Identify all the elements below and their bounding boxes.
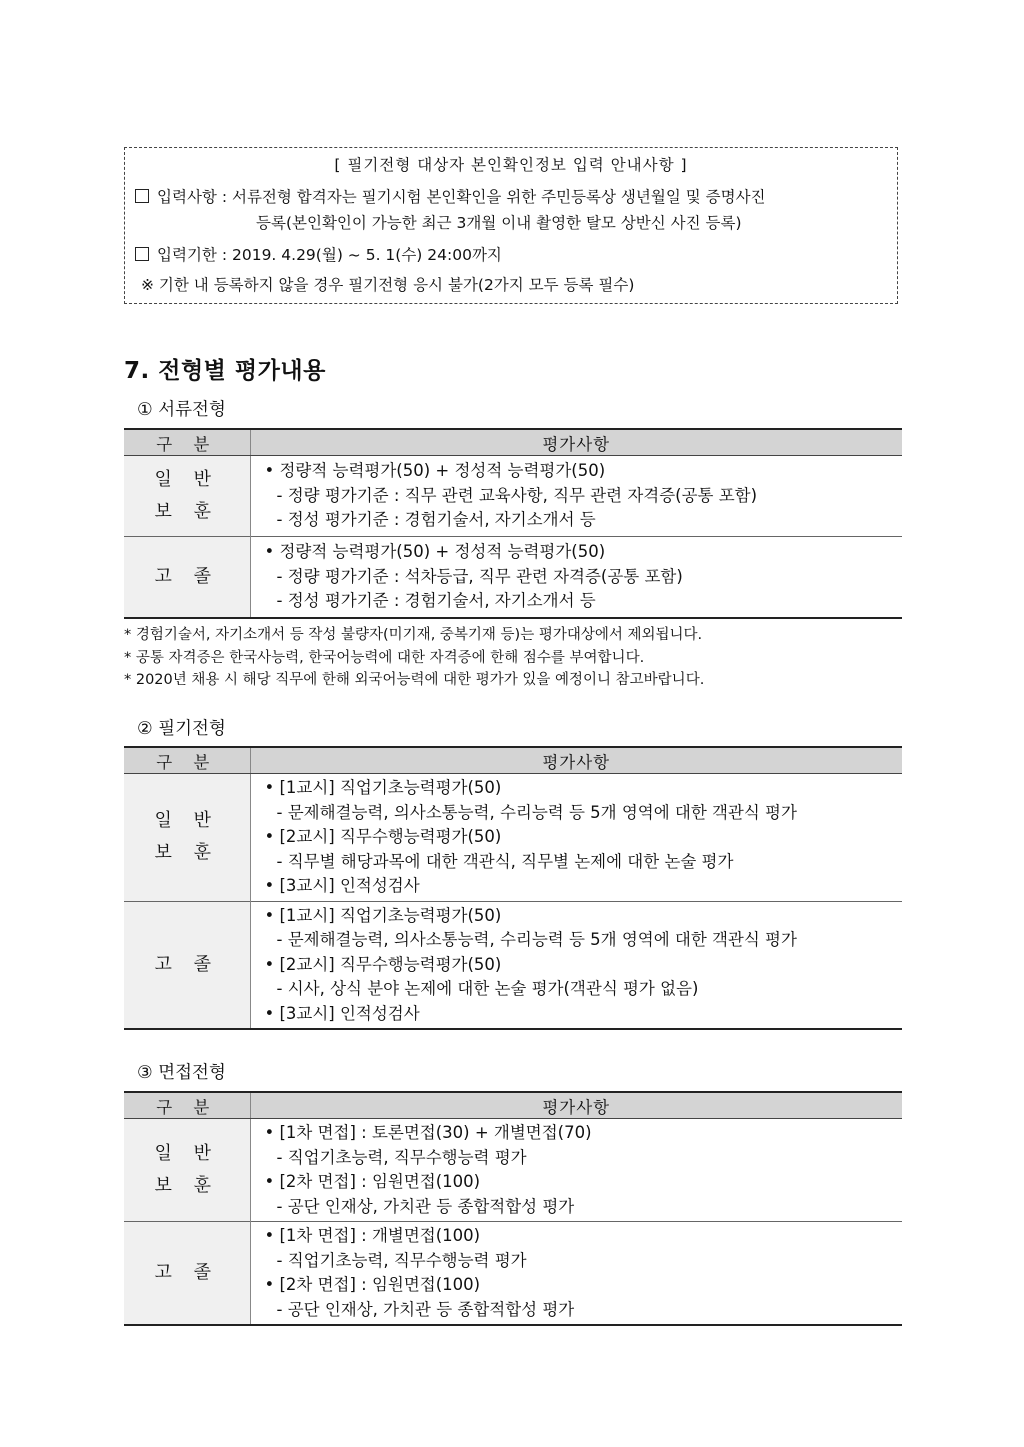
bullet-line: • 정량적 능력평가(50) + 정성적 능력평가(50) — [264, 542, 606, 562]
written-table — [124, 746, 902, 1030]
notice-warning: ※ 기한 내 등록하지 않을 경우 필기전형 응시 불가(2가지 모두 등록 필수) — [141, 276, 635, 294]
footnote: * 경험기술서, 자기소개서 등 작성 불량자(미기재, 중복기재 등)는 평가대상에서 제외됩니다. — [124, 627, 703, 643]
bullet-line: • [3교시] 인적성검사 — [264, 1003, 420, 1023]
interview-table — [124, 1091, 902, 1326]
table-row — [124, 1222, 902, 1326]
sub-line: - 정성 평가기준 : 경험기술서, 자기소개서 등 — [276, 591, 596, 611]
bullet-line: • [1교시] 직업기초능력평가(50) — [264, 905, 502, 925]
notice-item2-label: 입력기한 : — [157, 246, 228, 264]
category-cell — [124, 901, 250, 1029]
notice-title: [ 필기전형 대상자 본인확인정보 입력 안내사항 ] — [334, 156, 688, 174]
header-content: 평가사항 — [250, 747, 902, 774]
notice-item-deadline — [135, 242, 897, 268]
notice-item1-text: 서류전형 합격자는 필기시험 본인확인을 위한 주민등록상 생년월일 및 증명사진 — [231, 188, 766, 206]
category-label: 고 졸 — [154, 566, 219, 587]
table-row — [124, 774, 902, 902]
checkbox-icon — [135, 189, 149, 203]
bullet-line: • [1교시] 직업기초능력평가(50) — [264, 778, 502, 797]
content-cell — [250, 1222, 902, 1326]
category-label: 일 반 — [154, 1143, 219, 1164]
category-cell — [124, 774, 250, 902]
category-cell — [124, 456, 250, 537]
sub-line: - 직업기초능력, 직무수행능력 평가 — [276, 1250, 527, 1270]
doc-review-notes — [124, 624, 704, 692]
header-content: 평가사항 — [250, 429, 902, 456]
category-cell — [124, 1222, 250, 1326]
category-label: 일 반 — [154, 810, 219, 832]
table-row — [124, 1119, 902, 1222]
doc-review-table — [124, 428, 902, 619]
notice-item-input — [135, 184, 897, 210]
category-label: 고 졸 — [154, 1262, 219, 1283]
header-category: 구 분 — [124, 429, 250, 456]
checkbox-icon — [135, 247, 149, 261]
category-label: 보 훈 — [154, 501, 219, 522]
header-content: 평가사항 — [250, 1092, 902, 1119]
header-category: 구 분 — [124, 1092, 250, 1119]
interview-label: ③ 면접전형 — [137, 1063, 226, 1083]
bullet-line: • [2차 면접] : 임원면접(100) — [264, 1172, 481, 1191]
header-category: 구 분 — [124, 747, 250, 774]
category-label: 고 졸 — [154, 953, 219, 975]
sub-line: - 공단 인재상, 가치관 등 종합적합성 평가 — [276, 1299, 575, 1319]
table-row — [124, 537, 902, 619]
footnote: * 2020년 채용 시 해당 직무에 한해 외국어능력에 대한 평가가 있을 예정이니 참고바랍니다. — [124, 672, 705, 688]
content-cell — [250, 1119, 902, 1222]
bullet-line: • [1차 면접] : 개별면접(100) — [264, 1226, 481, 1245]
bullet-line: • [3교시] 인적성검사 — [264, 876, 420, 895]
bullet-line: • [2교시] 직무수행능력평가(50) — [264, 827, 502, 846]
bullet-line: • [2교시] 직무수행능력평가(50) — [264, 954, 502, 974]
content-cell — [250, 456, 902, 537]
bullet-line: • [1차 면접] : 토론면접(30) + 개별면접(70) — [264, 1123, 592, 1142]
sub-line: - 정량 평가기준 : 석차등급, 직무 관련 자격증(공통 포함) — [276, 566, 683, 586]
doc-review-label: ① 서류전형 — [137, 400, 226, 420]
notice-box — [124, 147, 898, 304]
footnote: * 공통 자격증은 한국사능력, 한국어능력에 대한 자격증에 한해 점수를 부여합니다. — [124, 649, 645, 666]
notice-item2-text: 2019. 4.29(월) ~ 5. 1(수) 24:00까지 — [231, 246, 502, 264]
bullet-line: • 정량적 능력평가(50) + 정성적 능력평가(50) — [264, 461, 606, 481]
notice-item1-label: 입력사항 : — [157, 188, 228, 206]
category-cell — [124, 537, 250, 619]
sub-line: - 정성 평가기준 : 경험기술서, 자기소개서 등 — [276, 510, 596, 530]
content-cell — [250, 901, 902, 1029]
bullet-line: • [2차 면접] : 임원면접(100) — [264, 1275, 481, 1294]
content-cell — [250, 774, 902, 902]
section-title: 7. 전형별 평가내용 — [124, 358, 326, 384]
notice-item1-continuation: 등록(본인확인이 가능한 최근 3개월 이내 촬영한 탈모 상반신 사진 등록) — [256, 214, 742, 232]
table-row — [124, 456, 902, 537]
category-cell — [124, 1119, 250, 1222]
sub-line: - 정량 평가기준 : 직무 관련 교육사항, 직무 관련 자격증(공통 포함) — [276, 485, 758, 505]
sub-line: - 직업기초능력, 직무수행능력 평가 — [276, 1147, 527, 1167]
sub-line: - 공단 인재상, 가치관 등 종합적합성 평가 — [276, 1196, 575, 1216]
written-label: ② 필기전형 — [137, 719, 226, 739]
sub-line: - 문제해결능력, 의사소통능력, 수리능력 등 5개 영역에 대한 객관식 평가 — [276, 930, 797, 949]
category-label: 보 훈 — [154, 1175, 219, 1196]
table-row — [124, 901, 902, 1029]
category-label: 일 반 — [154, 469, 219, 490]
content-cell — [250, 537, 902, 619]
category-label: 보 훈 — [154, 842, 219, 864]
sub-line: - 문제해결능력, 의사소통능력, 수리능력 등 5개 영역에 대한 객관식 평가 — [276, 802, 797, 822]
sub-line: - 직무별 해당과목에 대한 객관식, 직무별 논제에 대한 논술 평가 — [276, 851, 734, 871]
sub-line: - 시사, 상식 분야 논제에 대한 논술 평가(객관식 평가 없음) — [276, 979, 699, 998]
